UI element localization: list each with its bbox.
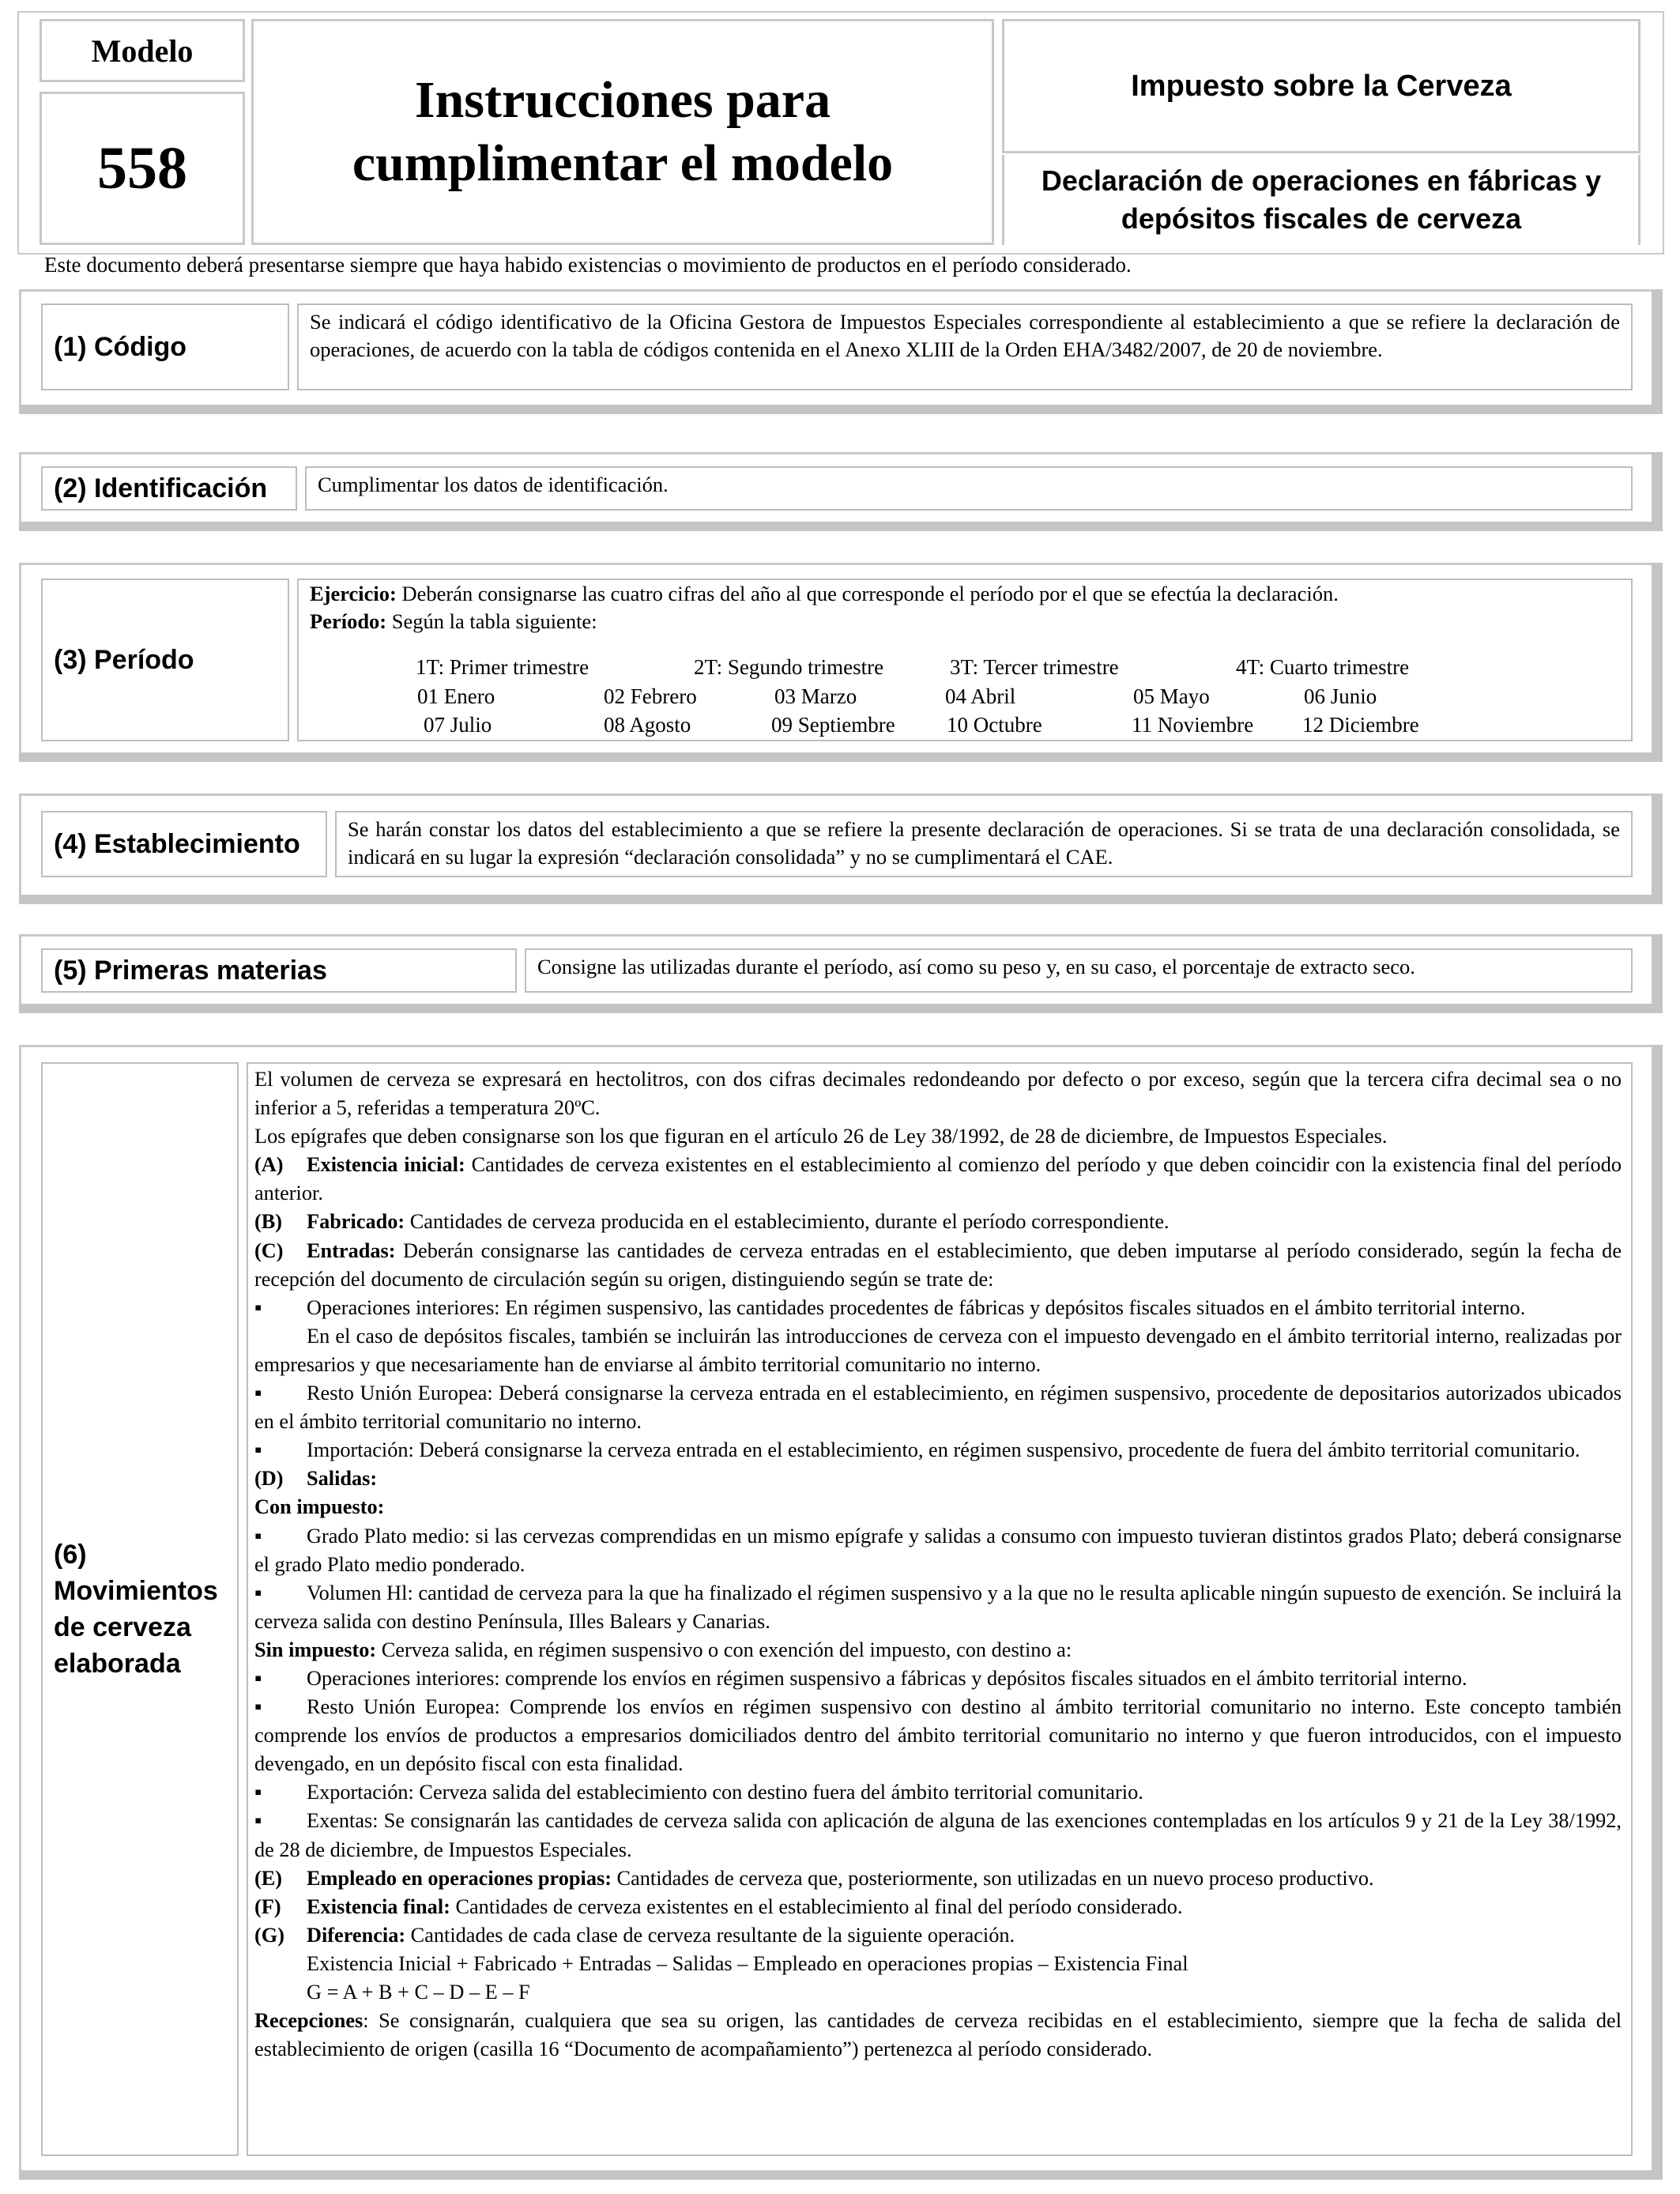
month-12: 12 Diciembre	[1302, 713, 1419, 737]
quarter-1: 1T: Primer trimestre	[416, 655, 590, 679]
month-10: 10 Octubre	[947, 713, 1042, 737]
section-primeras-shadow-right	[1652, 934, 1663, 1013]
ejercicio-text: Deberán consignarse las cuatro cifras del año al que corresponde el período por el que se efectúa la declaración.	[396, 582, 1339, 605]
movimientos-label-2: Movimientos	[54, 1576, 218, 1606]
movimientos-label-4: elaborada	[54, 1649, 181, 1679]
section-periodo-shadow-right	[1652, 563, 1663, 762]
quarter-2: 2T: Segundo trimestre	[694, 655, 884, 679]
month-07: 07 Julio	[424, 713, 492, 737]
mov-d-bullet-2: ▪ Volumen Hl: cantidad de cerveza para la que ha finalizado el régimen suspensivo y a la que no le resulta aplicable ningún supuesto de exención. Se incluirá la cerveza salida con destino Península, Illes Balears y Canarias.	[254, 1581, 1622, 1633]
section-label-movimientos	[41, 1062, 239, 2156]
quarter-3: 3T: Tercer trimestre	[950, 655, 1119, 679]
section-codigo-shadow-right	[1652, 289, 1663, 414]
declaration-line-1: Declaración de operaciones en fábricas y	[1041, 164, 1602, 197]
tax-name: Impuesto sobre la Cerveza	[1002, 19, 1640, 153]
mov-p1: El volumen de cerveza se expresará en hectolitros, con dos cifras decimales redondeando por defecto o por exceso, según que la tercera cifra decimal sea o no inferior a 5, referidas a temperatura 20ºC.	[254, 1068, 1622, 1120]
section-movimientos-shadow	[19, 2170, 1663, 2180]
mov-c-bullet-1-cont: En el caso de depósitos fiscales, también se incluirán las introducciones de cerveza con el impuesto devengado en el ámbito territorial interno, realizadas por empresarios y que necesariamente han de enviarse al ámbito territorial comunitario no interno.	[254, 1324, 1622, 1376]
section-identificacion-shadow-right	[1652, 452, 1663, 531]
section-text-identificacion: Cumplimentar los datos de identificación.	[305, 466, 1633, 511]
mov-d-bullet-1: ▪ Grado Plato medio: si las cervezas comprendidas en un mismo epígrafe y salidas a consumo con impuesto tuvieran distintos grados Plato; deberá consignarse el grado Plato medio ponderado.	[254, 1524, 1622, 1576]
section-label-identificacion: (2) Identificación	[41, 466, 297, 511]
ejercicio-label: Ejercicio:	[310, 582, 397, 605]
quarter-4: 4T: Cuarto trimestre	[1236, 655, 1410, 679]
mov-g: (G) Diferencia: Cantidades de cada clase de cerveza resultante de la siguiente operación.	[254, 1923, 1015, 1947]
movimientos-label-1: (6)	[54, 1540, 87, 1570]
section-establecimiento-shadow-right	[1652, 794, 1663, 904]
mov-a: (A) Existencia inicial: Cantidades de cerveza existentes en el establecimiento al comienzo del período y que deben coincidir con la existencia final del período anterior.	[254, 1153, 1622, 1205]
section-label-periodo: (3) Período	[41, 579, 289, 741]
periodo-label: Período:	[310, 609, 387, 633]
mov-d: (D) Salidas:	[254, 1467, 378, 1491]
model-number: 558	[40, 92, 245, 245]
month-11: 11 Noviembre	[1132, 713, 1254, 737]
month-02: 02 Febrero	[604, 684, 697, 708]
mov-c-bullet-2: ▪ Resto Unión Europea: Deberá consignarse la cerveza entrada en el establecimiento, en régimen suspensivo, procedente de depositarios autorizados ubicados en el ámbito territorial comunitario no interno.	[254, 1382, 1622, 1434]
mov-g-formula-2: G = A + B + C – D – E – F	[307, 1981, 530, 2004]
mov-g-formula-1: Existencia Inicial + Fabricado + Entradas – Salidas – Empleado en operaciones propias – Existencia Final	[307, 1951, 1188, 1975]
mov-c: (C) Entradas: Deberán consignarse las cantidades de cerveza entradas en el establecimiento, que deben imputarse al período considerado, según la fecha de recepción del documento de circulación según su origen, distinguiendo según se trate de:	[254, 1238, 1622, 1291]
mov-d-bullet-6: ▪ Exentas: Se consignarán las cantidades de cerveza salida con aplicación de alguna de las exenciones contempladas en los artículos 9 y 21 de la Ley 38/1992, de 28 de diciembre, de Impuestos Especiales.	[254, 1809, 1622, 1861]
periodo-text: Según la tabla siguiente:	[386, 609, 597, 633]
section-label-establecimiento: (4) Establecimiento	[41, 811, 327, 877]
section-movimientos-shadow-right	[1652, 1045, 1663, 2180]
title-line-2: cumplimentar el modelo	[352, 134, 894, 192]
section-periodo-shadow	[19, 752, 1663, 762]
month-04: 04 Abril	[945, 684, 1016, 708]
section-text-movimientos	[254, 1065, 1622, 2064]
model-label: Modelo	[40, 19, 245, 82]
mov-c-bullet-1: ▪ Operaciones interiores: En régimen suspensivo, las cantidades procedentes de fábricas y depósitos fiscales situados en el ámbito territorial interno.	[254, 1295, 1526, 1319]
mov-e: (E) Empleado en operaciones propias: Cantidades de cerveza que, posteriormente, son utilizadas en un nuevo proceso productivo.	[254, 1866, 1374, 1890]
mov-c-bullet-3: ▪ Importación: Deberá consignarse la cerveza entrada en el establecimiento, en régimen suspensivo, procedente de fuera del ámbito territorial comunitario.	[254, 1438, 1580, 1462]
month-09: 09 Septiembre	[771, 713, 895, 737]
section-label-codigo: (1) Código	[41, 303, 289, 390]
month-08: 08 Agosto	[604, 713, 691, 737]
month-05: 05 Mayo	[1133, 684, 1210, 708]
section-label-primeras: (5) Primeras materias	[41, 948, 517, 993]
mov-f: (F) Existencia final: Cantidades de cerveza existentes en el establecimiento al final del período considerado.	[254, 1894, 1183, 1918]
mov-d-bullet-4: ▪ Resto Unión Europea: Comprende los envíos en régimen suspensivo con destino al ámbito territorial comunitario no interno. Este concepto también comprende los envíos de productos a empresarios domiciliados dentro del ámbito territorial comunitario no interno y que fueron introducidos, con el impuesto devengado, en un depósito fiscal con esta finalidad.	[254, 1695, 1622, 1776]
section-primeras-shadow	[19, 1004, 1663, 1013]
mov-p2: Los epígrafes que deben consignarse son los que figuran en el artículo 26 de Ley 38/1992, de 28 de diciembre, de Impuestos Especiales.	[254, 1125, 1388, 1148]
section-codigo-shadow	[19, 405, 1663, 414]
mov-b: (B) Fabricado: Cantidades de cerveza producida en el establecimiento, durante el período correspondiente.	[254, 1210, 1170, 1234]
declaration-title	[1002, 155, 1640, 245]
month-06: 06 Junio	[1304, 684, 1377, 708]
mov-d-bullet-5: ▪ Exportación: Cerveza salida del establecimiento con destino fuera del ámbito territorial comunitario.	[254, 1781, 1143, 1804]
title-line-1: Instrucciones para	[414, 71, 831, 129]
page-title	[251, 19, 994, 245]
mov-recepciones: Recepciones: Se consignarán, cualquiera que sea su origen, las cantidades de cerveza recibidas en el establecimiento, siempre que la fecha de salida del establecimiento de origen (casilla 16 “Documento de acompañamiento”) pertenezca al período considerado.	[254, 2009, 1622, 2061]
declaration-line-2: depósitos fiscales de cerveza	[1121, 202, 1522, 235]
section-identificacion-shadow	[19, 522, 1663, 531]
movimientos-label-3: de cerveza	[54, 1612, 191, 1642]
mov-con-impuesto: Con impuesto:	[254, 1495, 385, 1519]
section-text-primeras: Consigne las utilizadas durante el período, así como su peso y, en su caso, el porcentaje de extracto seco.	[525, 948, 1633, 993]
mov-d-bullet-3: ▪ Operaciones interiores: comprende los envíos en régimen suspensivo a fábricas y depósitos fiscales situados en el ámbito territorial interno.	[254, 1666, 1467, 1690]
mov-sin-impuesto: Sin impuesto: Cerveza salida, en régimen suspensivo o con exención del impuesto, con destino a:	[254, 1638, 1072, 1661]
section-establecimiento-shadow	[19, 895, 1663, 904]
section-text-codigo: Se indicará el código identificativo de la Oficina Gestora de Impuestos Especiales correspondiente al establecimiento a que se refiere la declaración de operaciones, de acuerdo con la tabla de códigos contenida en el Anexo XLIII de la Orden EHA/3482/2007, de 20 de noviembre.	[297, 303, 1633, 390]
intro-note: Este documento deberá presentarse siempre que haya habido existencias o movimiento de productos en el período considerado.	[44, 253, 1132, 277]
month-01: 01 Enero	[417, 684, 495, 708]
month-03: 03 Marzo	[774, 684, 857, 708]
section-text-establecimiento: Se harán constar los datos del establecimiento a que se refiere la presente declaración de operaciones. Si se trata de una declaración consolidada, se indicará en su lugar la expresión “declaración consolidada” y no se cumplimentará el CAE.	[335, 811, 1633, 877]
